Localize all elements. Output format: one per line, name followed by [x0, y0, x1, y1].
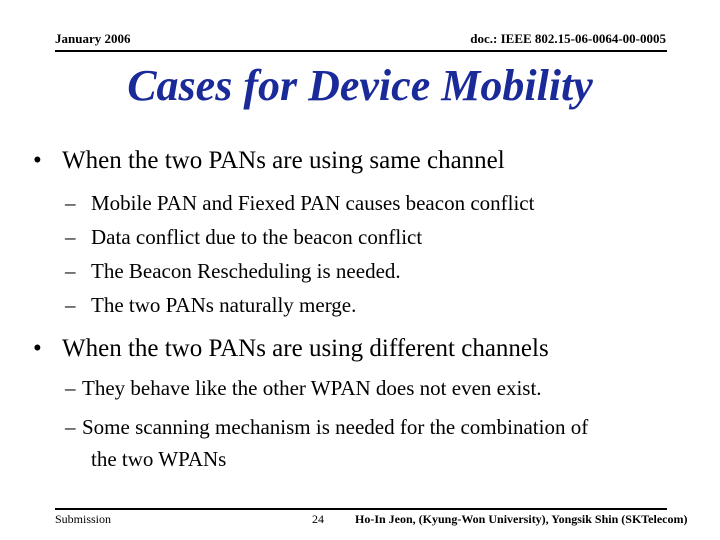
bullet-glyph: •: [33, 147, 42, 174]
sub-bullet-text: They behave like the other WPAN does not even exist.: [82, 376, 542, 400]
footer-page-number: 24: [312, 512, 324, 526]
header-date: January 2006: [55, 31, 131, 46]
sub-bullet-text: The Beacon Rescheduling is needed.: [91, 259, 401, 283]
dash-glyph: –: [65, 293, 76, 317]
footer-submission: Submission: [55, 512, 112, 526]
slide-title: Cases for Device Mobility: [127, 61, 593, 110]
dash-glyph: –: [65, 191, 76, 215]
sub-bullet-text: Some scanning mechanism is needed for the combination of: [82, 415, 589, 439]
dash-glyph: –: [65, 259, 76, 283]
sub-bullet-text: The two PANs naturally merge.: [91, 293, 357, 317]
bullet-glyph: •: [33, 335, 42, 362]
header-doc-id: doc.: IEEE 802.15-06-0064-00-0005: [470, 31, 666, 46]
dash-glyph: –: [65, 415, 76, 439]
bullet-text: When the two PANs are using different channels: [62, 335, 549, 362]
footer-rule: [55, 508, 667, 510]
sub-bullet-text: Data conflict due to the beacon conflict: [91, 225, 423, 249]
dash-glyph: –: [65, 376, 76, 400]
footer-authors: Ho-In Jeon, (Kyung-Won University), Yongsik Shin (SKTelecom): [355, 512, 688, 526]
bullet-text: When the two PANs are using same channel: [62, 147, 505, 174]
sub-bullet-text: Mobile PAN and Fiexed PAN causes beacon conflict: [91, 191, 535, 215]
sub-bullet-continuation: the two WPANs: [91, 447, 227, 471]
dash-glyph: –: [65, 225, 76, 249]
header-rule: [55, 50, 667, 52]
